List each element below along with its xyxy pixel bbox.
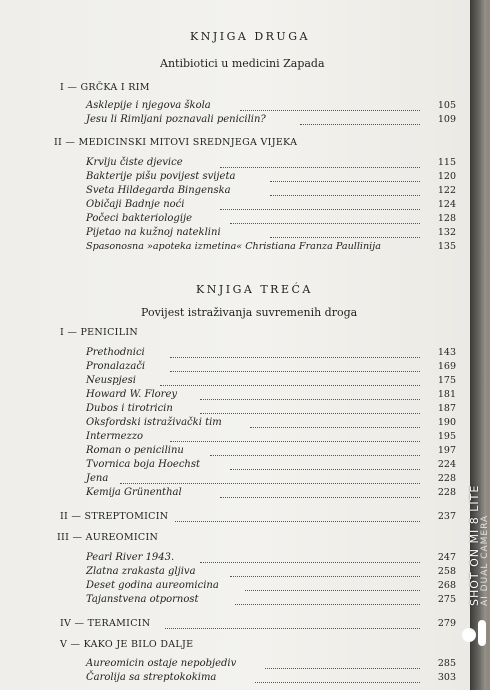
leader-dots — [200, 399, 420, 400]
page-number: 109 — [437, 114, 456, 125]
page-number: 279 — [437, 618, 456, 629]
page-number: 303 — [437, 672, 456, 683]
toc-entry: Sveta Hildegarda Bingenska — [86, 185, 231, 196]
page-number: 135 — [437, 241, 456, 252]
toc-entry: Pijetao na kužnoj nateklini — [86, 227, 221, 238]
leader-dots — [220, 209, 420, 210]
leader-dots — [175, 521, 420, 522]
section-heading: II — MEDICINSKI MITOVI SREDNJEGA VIJEKA — [54, 137, 298, 148]
toc-entry: Prethodnici — [86, 347, 145, 358]
leader-dots — [220, 167, 420, 168]
toc-entry: Roman o penicilinu — [86, 445, 184, 456]
toc-entry: Aureomicin ostaje nepobjediv — [86, 658, 237, 669]
book-two-title: KNJIGA DRUGA — [190, 30, 310, 43]
leader-dots — [270, 237, 420, 238]
page-number: 190 — [437, 417, 456, 428]
page-number: 224 — [437, 459, 456, 470]
toc-entry: Howard W. Florey — [86, 389, 178, 400]
page-number: 268 — [437, 580, 456, 591]
leader-dots — [245, 590, 420, 591]
page-number: 122 — [437, 185, 456, 196]
book-two-subtitle: Antibiotici u medicini Zapada — [160, 57, 325, 70]
toc-entry: Običaji Badnje noći — [86, 199, 185, 210]
book-three-subtitle: Povijest istraživanja suvremenih droga — [141, 306, 358, 319]
page-number: 275 — [437, 594, 456, 605]
toc-entry: Pearl River 1943. — [86, 552, 175, 563]
toc-entry: Spasonosna »apoteka izmetina« Christiana Franza Paullinija — [86, 241, 381, 252]
leader-dots — [210, 455, 420, 456]
page-number: 195 — [437, 431, 456, 442]
toc-entry: Tvornica boja Hoechst — [86, 459, 201, 470]
toc-entry: Zlatna zrakasta gljiva — [86, 566, 196, 577]
leader-dots — [270, 195, 420, 196]
toc-entry: Jena — [86, 473, 109, 484]
toc-entry: Oksfordski istraživački tim — [86, 417, 222, 428]
book-three-title: KNJIGA TREĆA — [196, 283, 313, 296]
leader-dots — [300, 124, 420, 125]
page-number: 128 — [437, 213, 456, 224]
toc-entry: Bakterije pišu povijest svijeta — [86, 171, 236, 182]
toc-entry: Pronalazači — [86, 361, 146, 372]
page-number: 228 — [437, 487, 456, 498]
leader-dots — [250, 427, 420, 428]
toc-entry: Čarolija sa streptokokima — [86, 672, 217, 683]
page-number: 175 — [437, 375, 456, 386]
page-number: 228 — [437, 473, 456, 484]
toc-entry: Intermezzo — [86, 431, 144, 442]
leader-dots — [200, 413, 420, 414]
section-heading: II — STREPTOMICIN — [60, 511, 169, 522]
leader-dots — [170, 371, 420, 372]
page-number: 105 — [437, 100, 456, 111]
section-heading: I — PENICILIN — [60, 327, 138, 338]
section-heading: V — KAKO JE BILO DALJE — [60, 639, 194, 650]
page-number: 285 — [437, 658, 456, 669]
leader-dots — [235, 604, 420, 605]
page-number: 247 — [437, 552, 456, 563]
leader-dots — [220, 497, 420, 498]
toc-entry: Neuspjesi — [86, 375, 136, 386]
leader-dots — [255, 682, 420, 683]
leader-dots — [160, 385, 420, 386]
page-number: 115 — [437, 157, 456, 168]
page-number: 143 — [437, 347, 456, 358]
camera-dot-icon — [478, 620, 486, 646]
leader-dots — [240, 110, 420, 111]
leader-dots — [230, 576, 420, 577]
page-number: 197 — [437, 445, 456, 456]
leader-dots — [230, 469, 420, 470]
toc-entry: Deset godina aureomicina — [86, 580, 219, 591]
leader-dots — [120, 483, 420, 484]
toc-entry: Asklepije i njegova škola — [86, 100, 211, 111]
camera-watermark: SHOT ON MI 8 LITE — [468, 484, 481, 606]
camera-dot-icon — [462, 628, 476, 642]
toc-entry: Jesu li Rimljani poznavali penicilin? — [86, 114, 266, 125]
toc-entry: Kemija Grünenthal — [86, 487, 182, 498]
leader-dots — [170, 357, 420, 358]
page-number: 258 — [437, 566, 456, 577]
leader-dots — [200, 562, 420, 563]
camera-watermark-sub: AI DUAL CAMERA — [480, 514, 490, 606]
toc-entry: Počeci bakteriologije — [86, 213, 193, 224]
leader-dots — [170, 441, 420, 442]
page-number: 237 — [437, 511, 456, 522]
page-number: 124 — [437, 199, 456, 210]
section-heading: IV — TERAMICIN — [60, 618, 151, 629]
leader-dots — [230, 223, 420, 224]
page-number: 132 — [437, 227, 456, 238]
section-heading: III — AUREOMICIN — [57, 532, 159, 543]
toc-entry: Krvlju čiste djevice — [86, 157, 183, 168]
page-number: 169 — [437, 361, 456, 372]
page-number: 120 — [437, 171, 456, 182]
page-number: 181 — [437, 389, 456, 400]
leader-dots — [165, 628, 420, 629]
leader-dots — [265, 668, 420, 669]
page-number: 187 — [437, 403, 456, 414]
section-heading: I — GRČKA I RIM — [60, 82, 150, 93]
toc-entry: Dubos i tirotricin — [86, 403, 173, 414]
toc-entry: Tajanstvena otpornost — [86, 594, 199, 605]
leader-dots — [270, 181, 420, 182]
